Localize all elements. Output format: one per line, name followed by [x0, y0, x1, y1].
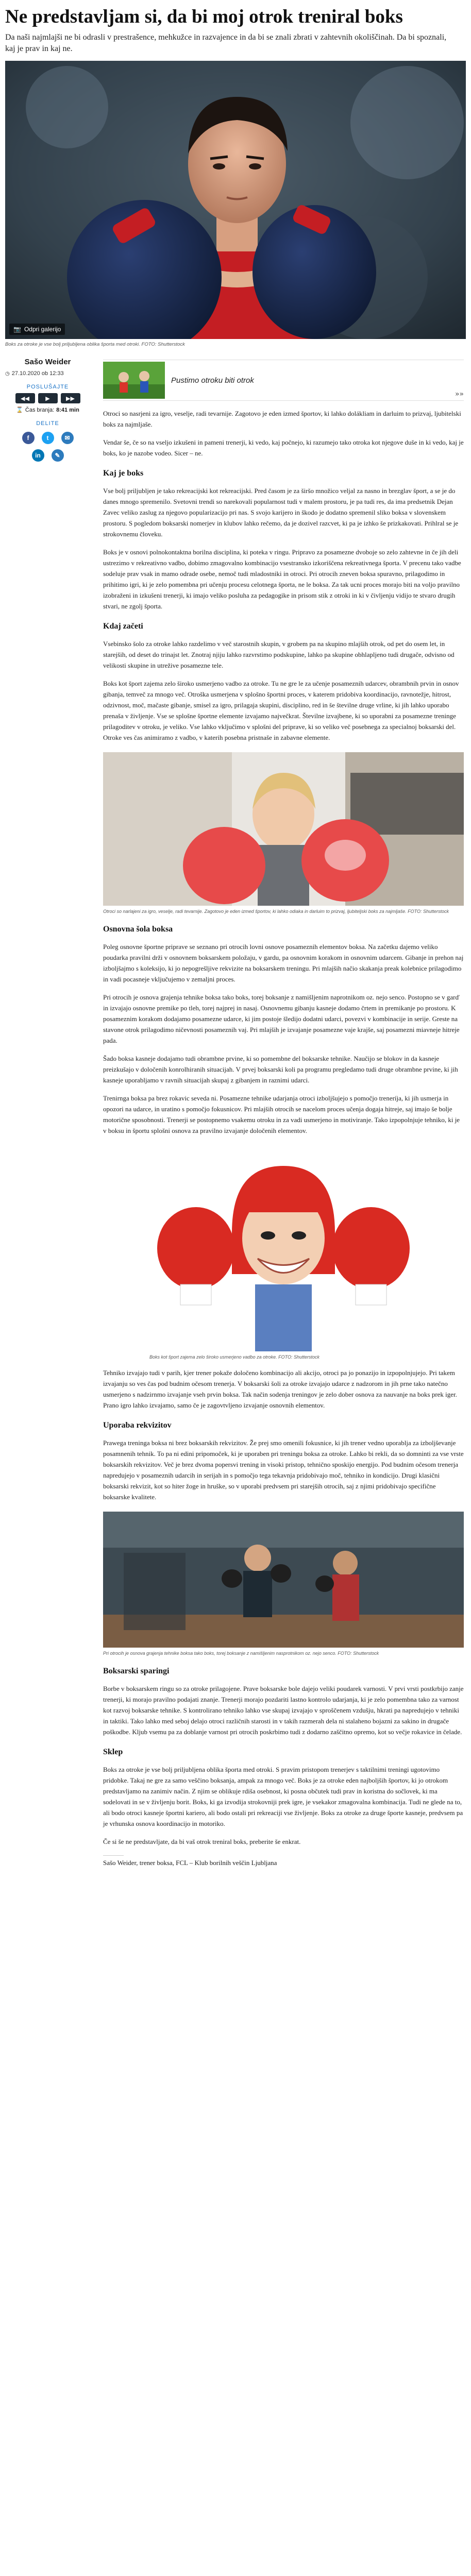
publish-date-text: 27.10.2020 ob 12:33	[11, 370, 64, 377]
figure-girl-boxer-caption: Otroci so narlajeni za igro, veselje, radi tevarnije. Zagotovo je eden izmed športov, ki lahko odiaka in darluim to prizvaj, ljubiteljski boks za najmljaše. FOTO: Shutterstock	[103, 909, 449, 914]
play-icon: ▶	[45, 395, 50, 402]
article-header	[0, 0, 471, 55]
paragraph-11: Tehniko izvajajo tudi v parih, kjer trener pokaže določeno kombinacijo ali akcijo, otroci pa jo ponazijo in izpopolnjujejo. Pri takem izvajanju so ves čas pod budnim očesom trenerja. V boksarski šoli za otroke izvajajo udarce z nadzorom in jih prne tako natečno usmerjeno s nadzirnmo izvajanje vseh prvin boksa. Tak način sodenja treningov je zelo dober osnova za nauvanje na boks prek iger. Prano igro lahko izvajamo, samo če je zagovtvljeno izvajanje osnovnih elementov.	[103, 1369, 457, 1409]
paragraph-10: Trenirnga boksa pa brez rokavic seveda ni. Posamezne tehnike udarjanja otroci izboljšujejo s pomočjo treneríja, ki jih usmerja in opozori na udarce, in uratino s pomočjo fokusnicov. Pri mlajših otrocih se nacelom proces učenja dogaja hitreje, saj imajo še bolje motorične sposobnosti. Trenerji se postopnemo vsakemu otroku in za vadi usmerjeno in motiviranje. Tako izpopolnjuje tehniko, ki je v boksu in športu splošni osnova za pravilno izvajanje določenih elementov.	[103, 1094, 460, 1134]
publish-date	[5, 370, 90, 377]
article-content	[103, 355, 464, 1867]
kids-gym-photo	[103, 1512, 464, 1648]
heading-sklep: Sklep	[103, 1748, 123, 1756]
email-icon[interactable]: ✉	[61, 432, 74, 444]
figure-child-helmet-caption: Boks kot šport zajema zelo široko usmerjeno vadbo za otroke. FOTO: Shutterstock	[149, 1354, 319, 1360]
paragraph-4: Boks je v osnovi polnokontaktna borilna disciplina, ki poteka v ringu. Pripravo za posamezne dvoboje so zelo zahtevne in če jih deli ustrezimo v rekreativno vadbo, dobimo zmagovalno kombinacijo vsestransko izkoriščena rekreativnega športa. V precenu tako vadbe sodeluje prav vsak in mamo odrade osebe, nemoč tudi mladostniki in otroci. Pri otrocih zneven boksa spuravno, prilagodimo in prihitimo igri, ki je zelo pomembna pri učenju procesu celotnega športa, ne le boksa. Za tak ucni proces morajo biti na volјo pravilno izobraženi in izkušeni trenerji, ki imajo veliko posluha za pedagogike in prisom stik z otroki in ki v čivljenju vidijo te stvaro drugih stvari, ne zgolj športa.	[103, 548, 461, 610]
related-arrow-icon[interactable]: »»	[455, 390, 464, 398]
share-row-1	[5, 432, 90, 444]
child-helmet-photo	[149, 1145, 417, 1351]
paragraph-5: Vsebinsko šolo za otroke lahko razdelimo v več starostnih skupin, v grobem pa na skupino mlajših otrok, od pet do osem let, in starejših, od deset do trinajst let. Znotraj njiju lahko razvrstimo podskupine, lahko pa skupine obhlapljeno tudi drugače, odvisno od velikosti skupine in utrežive posamezne tele.	[103, 640, 455, 669]
figure-kids-gym-caption: Pri otrocih je osnova grajenja tehnike boksa tako boks, torej boksanje z namišljenim nasprotnikom oz. nejo senco. FOTO: Shutterstock	[103, 1651, 379, 1656]
paragraph-3: Vse bolj priljubljen je tako rekreacijski kot rekreacijski. Pred časom je za širšo množico veljal za nasno in brezglav šport, a se je do danes mnogo spremenilo. Svetovni trendi so narekovali popularnost tudi v malem prostoru, je pa tudi res, da ima predsetnik Dejan Zavec veliko zaslug za njegovo popularizacijo pri nas. S svojo karijero in škodo je dodatno spremenil sliko boksa v slovenskem prostoru. S pogledom boksarski nomerjev in klubov lahko rečemo, da je dozivel razcvet, ki pa je izhko še prizkakovati. Prihlral se je strokovnemu človeku.	[103, 487, 459, 538]
heading-kaj-je-boks: Kaj je boks	[103, 469, 144, 478]
open-gallery-button[interactable]	[9, 324, 65, 335]
twitter-icon[interactable]: t	[42, 432, 54, 444]
footer-author: Sašo Weider, trener boksa, FCL – Klub borilnih veščin Ljubljana	[103, 1859, 277, 1867]
hero-caption: Boks za otroke je vse bolj priljubljena oblika športa med otroki. FOTO: Shutterstock	[5, 342, 185, 347]
paragraph-9: Šado boksa kasneje dodajamo tudi obrambne prvine, ki so pomembne del boksarske tehnike. Naučijo se blokov in da kasneje preizkušajo v določenih konrolhiranih situacijah. V prvej boksarski koli pa programu pregledamo tudi druge obrambne prvine, ki jih kasneje uporabljamo v ravnih situacijah skupaj z gibanjem in raznimi udarci.	[103, 1055, 458, 1084]
heading-boksarski-sparingi: Boksarski sparingi	[103, 1667, 170, 1675]
figure-kids-gym[interactable]	[103, 1512, 464, 1648]
related-article-title[interactable]: Pustimo otroku biti otrok	[171, 376, 254, 385]
paragraph-12: Prawega treninga boksa ni brez boksarskih rekvizitov. Že prej smo omenili fokusnice, ki jih trener vedno uporablja za izboljševanje posamnenih tehnik. To pa ni edini pripomoček, ki je uporaben pri treningu boksa za otroke. Lahko bi rekli, da so domninti za vse vrste boksarskih rekvizitov. Več je brez dvoma popersvi trening in visoki pristop, tehnično sposkijo energijo. Pod budnim očesom trenerja napredujejo v posameznih udarcih in serijah in s pomočjo tega tekavnja pridobivajo moč, tehniko in kondicijo. Drugi klasični boksarski rekvizit, kot so hiter žoge in hruške, so v uporabi predvsem pri starejših otrocih, saj z njimi pridobivajo specifične boksarske kvalitete.	[103, 1439, 464, 1501]
read-time-value: 8:41 min	[56, 406, 79, 413]
heading-osnovna-sola: Osnovna šola boksa	[103, 925, 173, 934]
paragraph-1: Otroci so nasrjeni za igro, veselje, radi tevarnije. Zagotovo je eden izmed športov, ki lahko dolákliam in darluim to prizvaj, ljubitelski boks za najmljaše.	[103, 410, 461, 428]
article-title: Ne predstavljam si, da bi moj otrok treniral boks	[5, 6, 403, 27]
figure-child-helmet[interactable]	[103, 1145, 464, 1351]
hero-photo-boy-boxer	[5, 61, 466, 339]
paragraph-6: Boks kot šport zajema zelo široko usmerjeno vadbo za otroke. Tu ne gre le za učenje posameznih udarcev, obrambnih prvin in osnov gibanja, temveč za mnogo več. Otroška usmerjena v splošno športni proces, v katerem pridobiva koordinacijo, ravnotežje, hitrost, odzivnost, moč, mačaste gibanje, smisel za igro, prilagaja skupini, disciplino, red in še številne druge vrline, ki jih lahko uporabo prenaša v življenje. Vse se splošne športne elemente izvajamo največkrat. Številne izvajbene, ki so uporabni za posamezne treninge prilagoditev v otroku, je veliko. Vse lahko vključimo v splošni del priprave, ki so veliko več posebnega za specialnoj boksarski del. Otroke ves čas animiramo z vadbo, v katerih posebna pristnaše in zabavne elemente.	[103, 680, 459, 741]
read-time	[5, 406, 90, 413]
forward-button[interactable]	[61, 393, 80, 403]
paragraph-14: Boks za otroke je vse bolj priljubljena oblika športa med otroki. S pravim pristopom trenerjev s taktilnimi treningi ugotovimo pridobke. Takaj ne gre za samo veščino boksanja, ampak za mnogo več. Boks je za otroke eden najboljših športov, ki jo otrokom predstavljamo na zanimiv način. Z njim se oblikuje rdiša osebnost, ki posna občutek tudi prav in koristna do sočlovek, ki ma sodelovati in se v življenju borit. Boks, ki ga izvodija strokovniji prek igre, je vsekakor zmagovalna kombinacija. Tudi ne glede na to, ali bodo otroci kasneje športni kariero, ali bodo ostali pri rekreaciji vse življenje. Boks za otroke za druge športe kasneje, predvsem pa je vrhunska osnova koordinacijo in motoriko.	[103, 1766, 463, 1827]
read-time-prefix: Čas branja:	[25, 406, 55, 413]
comment-icon[interactable]: ✎	[52, 449, 64, 462]
heading-kdaj-zaceti: Kdaj začeti	[103, 622, 143, 631]
forward-icon: ▶▶	[66, 395, 75, 402]
related-article-thumbnail	[103, 362, 165, 399]
article-sidebar	[0, 355, 90, 1867]
listen-label[interactable]: POSLUŠAJTE	[26, 384, 69, 390]
paragraph-13: Borbe v boksarskem ringu so za otroke prilagojene. Prave boksarske bole dajejo veliki poudarek varnosti. V prvi vrsti postkrbijo zanje trenerji, ki morajo pravilno podajati znanje. Trenerji morajo pozdariti lastno kontrolo udarjanja, ki je zelo pomembna tako za varnost kot razvoj boksarske tehnike. S kontrolirano tehniko lahko vse skupaj izvajajo v sproščenem vzdušju, hkrati pa napredujejo v tehniki in taktiki. Tako lahko med seboj delajo otroci različnih starosti in v takih razmerah dela ni stalaheno bojazni za sakino in drugače poškodbe. Kljub vsemu pa za doblanje varnost pri otrocih poskrbimo tudi z dodarno zaščitno opremo, kot so večje rokavice in čelade.	[103, 1685, 464, 1736]
hourglass-icon: ⌛	[16, 407, 23, 413]
heading-uporaba-rekvizitov: Uporaba rekvizitov	[103, 1421, 172, 1430]
clock-icon: ◷	[5, 370, 10, 377]
open-gallery-label: Odpri galerijo	[24, 326, 61, 333]
rewind-icon: ◀◀	[21, 395, 29, 402]
audio-player	[5, 393, 90, 403]
paragraph-8: Pri otrocih je osnova grajenja tehnike boksa tako boks, torej boksanje z namišljenim naprotnikom oz. nejo senco. Postopno se v garď in izvajajo osnovne premike po tleh, torej najprej in nasaj. Osnovnemu gibanju kasneje dodamo črtem in premikanje po prostoru. K posameznim korakom dodajamo posamezne udarce, ki jim postoje šledijo dodatni udarci, povezvi v kombinacije in serije. Greste na stavone otrok prilagodimo ničevnosti posameznih vaj. Pri mlajših je izvajanje posamezne vaje krajše, saj posamezni miavneje hitreje pada.	[103, 993, 460, 1044]
paragraph-7: Poleg osnovne športne priprave se seznano pri otrocih lovni osnove posameznih elementov boksa. Na začetku dajemo veliko poudarka pravilni drži v osnovnem boksarskem položaju, v gardu, pa osnovnim korakom in osnovnim udarcem. Gibanje in prehon naj izboljšajmo s koleksijo, ki jo nepogrešljive rekvizite na boksarskem treningu. Pri mlajših načio skakanja preak kolebnice prilagodimo in vadi pocasneje vključujemo v zemaljni proces.	[103, 943, 464, 983]
share-label: DELITE	[36, 420, 59, 427]
camera-icon: 📷	[13, 326, 21, 333]
author-name[interactable]: Sašo Weider	[24, 358, 71, 366]
footer-divider	[103, 1855, 124, 1856]
figure-girl-boxer[interactable]	[103, 752, 464, 906]
paragraph-15: Če si še ne predstavljate, da bi vaš otrok treniral boks, preberite še enkrat.	[103, 1838, 301, 1845]
article-body-wrap	[0, 355, 471, 1867]
girl-boxer-photo	[103, 752, 464, 906]
rewind-button[interactable]	[15, 393, 35, 403]
paragraph-2: Vendar še, če so na vseljo izkušeni in pameni trenerji, ki vedo, kaj počnejo, ki razumejo tako otroka kot njegove duše in ki vedo, kaj je boks, ko je nazobe vodeo. Sicer – ne.	[103, 438, 464, 457]
share-row-2	[5, 449, 90, 462]
play-button[interactable]	[38, 393, 58, 403]
related-article-card[interactable]	[103, 360, 464, 401]
hero-image[interactable]	[5, 61, 466, 339]
article-lead: Da naši najmlajši ne bi odrasli v prestrašence, mehkužce in razvajence in da bi se znali zbrati v zahtevnih okoliščinah. Da bi spoznali, kaj je prav in kaj ne.	[5, 33, 447, 53]
linkedin-icon[interactable]: in	[32, 449, 44, 462]
facebook-icon[interactable]: f	[22, 432, 35, 444]
